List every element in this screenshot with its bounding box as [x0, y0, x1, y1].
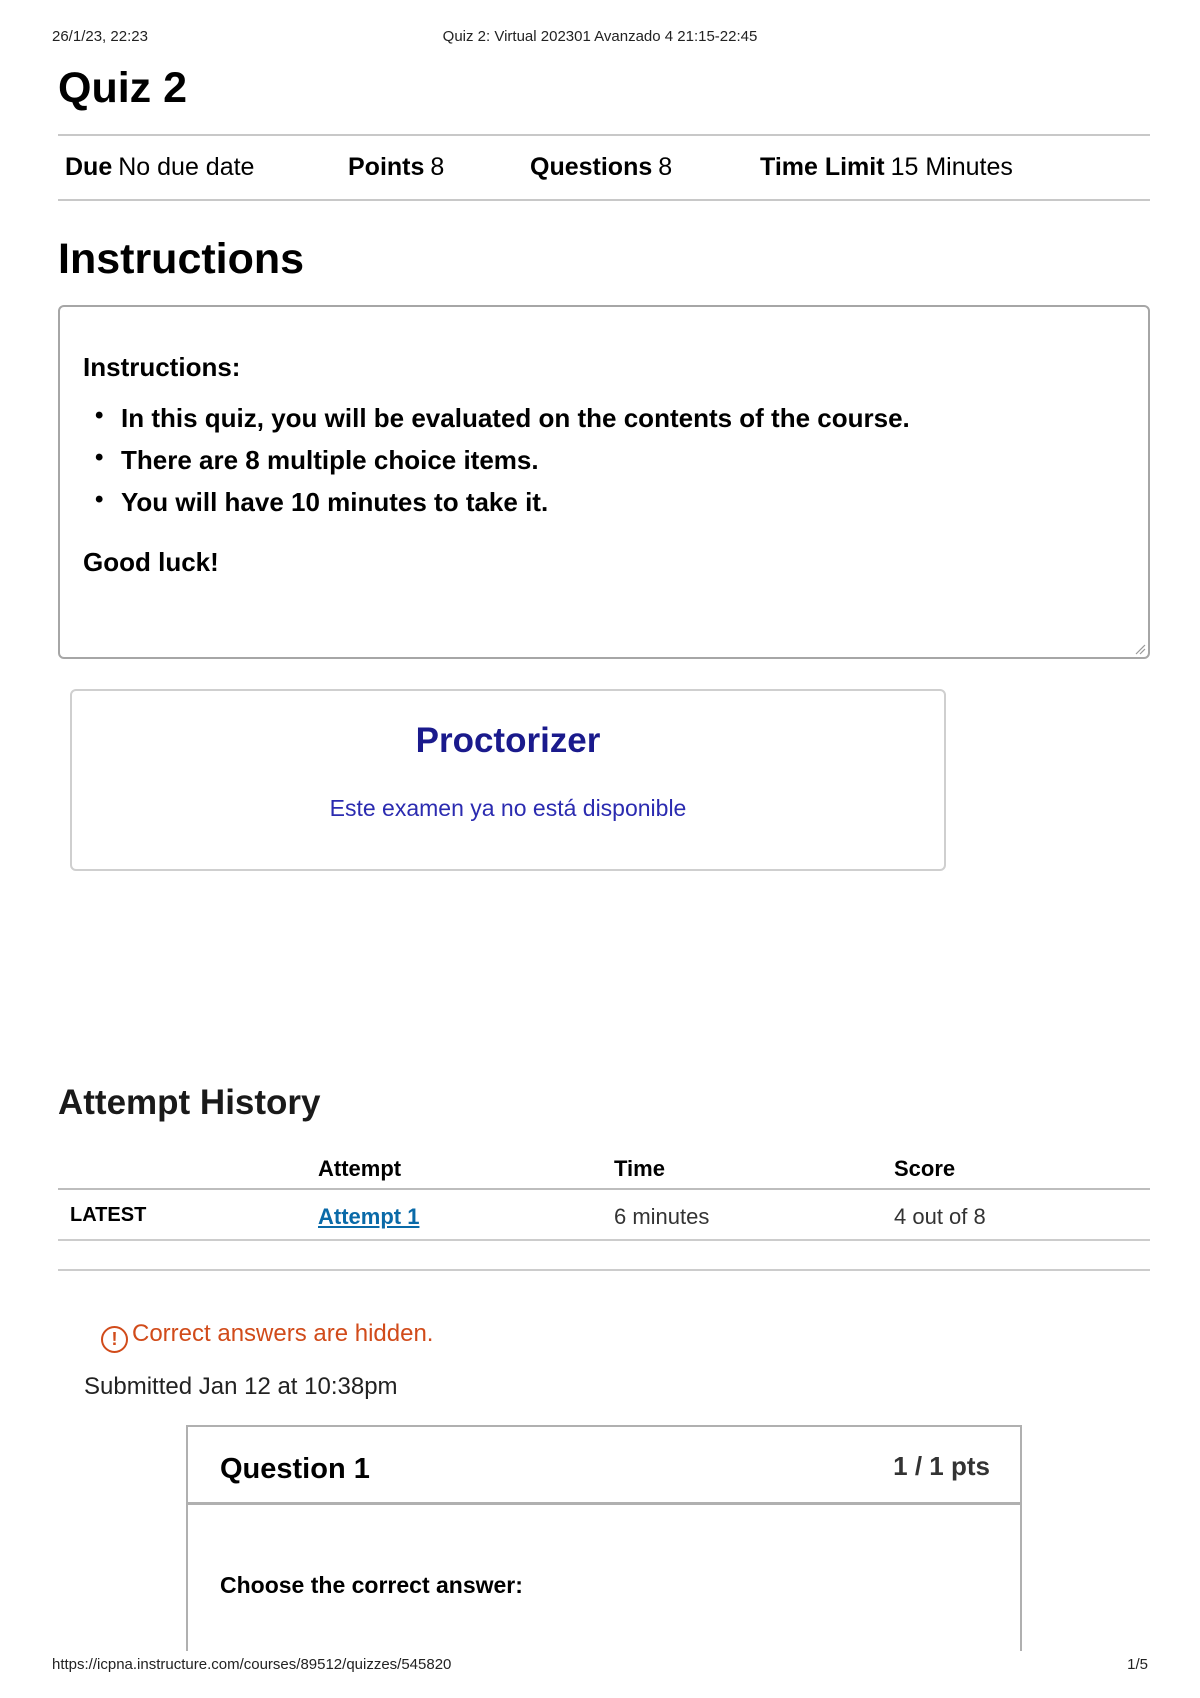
page-number: 1/5	[1127, 1656, 1148, 1673]
proctorizer-panel	[70, 689, 946, 871]
points-label: Points	[348, 153, 425, 181]
questions-meta	[530, 153, 672, 182]
questions-label: Questions	[530, 153, 653, 181]
instructions-item: • In this quiz, you will be evaluated on the contents of the course.	[83, 403, 1124, 445]
time-limit-value: 15 Minutes	[890, 153, 1013, 181]
submitted-timestamp: Submitted Jan 12 at 10:38pm	[84, 1373, 398, 1400]
print-doc-title: Quiz 2: Virtual 202301 Avanzado 4 21:15-22:45	[442, 28, 758, 45]
proctorizer-message: Este examen ya no está disponible	[329, 795, 687, 821]
proctorizer-title: Proctorizer	[415, 721, 601, 760]
table-header-row	[58, 1148, 1150, 1190]
warning-icon: !	[101, 1326, 128, 1353]
question-title: Question 1	[220, 1453, 370, 1485]
time-limit-meta	[760, 153, 1013, 182]
quiz-meta-bar	[58, 134, 1150, 201]
hidden-answers-notice	[101, 1320, 433, 1353]
question-points: 1 / 1 pts	[893, 1451, 990, 1481]
question-header	[188, 1427, 1020, 1505]
instructions-item: • You will have 10 minutes to take it.	[83, 487, 1124, 529]
print-url: https://icpna.instructure.com/courses/89512/quizzes/545820	[52, 1656, 452, 1673]
attempt-history-table	[58, 1148, 1150, 1241]
instructions-intro: Instructions:	[83, 352, 241, 382]
question-card	[186, 1425, 1022, 1651]
instructions-box[interactable]	[58, 305, 1150, 659]
attempt-link[interactable]: Attempt 1	[318, 1204, 420, 1229]
column-header-score: Score	[894, 1156, 956, 1181]
instructions-item: • There are 8 multiple choice items.	[83, 445, 1124, 487]
time-limit-label: Time Limit	[760, 153, 885, 181]
page-title: Quiz 2	[58, 64, 188, 112]
due-meta	[65, 153, 254, 182]
print-header	[52, 28, 1148, 48]
instructions-heading: Instructions	[58, 235, 305, 283]
divider	[58, 1269, 1150, 1271]
attempt-time: 6 minutes	[614, 1204, 710, 1229]
questions-value: 8	[658, 153, 673, 181]
attempt-history-heading: Attempt History	[58, 1083, 321, 1122]
print-date: 26/1/23, 22:23	[52, 28, 148, 45]
hidden-answers-text: Correct answers are hidden.	[132, 1320, 434, 1347]
print-footer	[52, 1656, 1148, 1676]
table-row	[58, 1190, 1150, 1241]
due-label: Due	[65, 153, 113, 181]
points-meta	[348, 153, 444, 182]
column-header-time: Time	[614, 1156, 665, 1181]
latest-label: LATEST	[70, 1204, 147, 1226]
question-prompt: Choose the correct answer:	[220, 1572, 523, 1598]
attempt-score: 4 out of 8	[894, 1204, 986, 1229]
instructions-closing: Good luck!	[83, 547, 219, 577]
column-header-attempt: Attempt	[318, 1156, 402, 1181]
instructions-list	[83, 403, 1124, 529]
resize-grip-icon[interactable]	[1134, 643, 1146, 655]
points-value: 8	[430, 153, 445, 181]
due-value: No due date	[118, 153, 255, 181]
